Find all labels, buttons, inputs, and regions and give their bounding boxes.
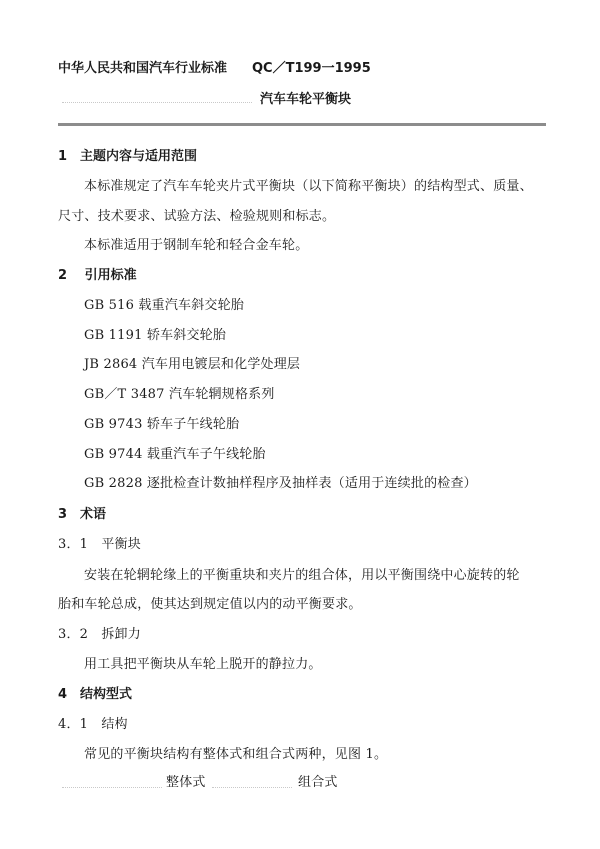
section-2-heading: 2 引用标准 (58, 268, 137, 283)
section-3-2-heading: 3．2 拆卸力 (58, 627, 141, 642)
section-1-paragraph-1-line-2: 尺寸、技术要求、试验方法、检验规则和标志。 (58, 209, 336, 224)
dotted-leader (62, 102, 252, 104)
section-3-1-line-1: 安装在轮辋轮缘上的平衡重块和夹片的组合体，用以平衡围绕中心旋转的轮 (84, 568, 520, 583)
section-1-paragraph-1-line-1: 本标准规定了汽车车轮夹片式平衡块（以下简称平衡块）的结构型式、质量、 (84, 179, 533, 194)
document-title: 汽车车轮平衡块 (260, 92, 352, 107)
dotted-leader (212, 787, 292, 789)
section-1-paragraph-2: 本标准适用于钢制车轮和轻合金车轮。 (84, 238, 309, 253)
header-rule (58, 123, 546, 126)
section-4-heading: 4 结构型式 (58, 687, 133, 702)
reference-item: GB／T 3487 汽车轮辋规格系列 (84, 387, 275, 402)
figure-label-integral: 整体式 (166, 775, 206, 790)
section-3-2-text: 用工具把平衡块从车轮上脱开的静拉力。 (84, 657, 322, 672)
section-1-heading: 1 主题内容与适用范围 (58, 149, 198, 164)
reference-item: GB 516 载重汽车斜交轮胎 (84, 298, 245, 313)
section-4-1-heading: 4．1 结构 (58, 717, 128, 732)
section-3-heading: 3 术语 (58, 507, 107, 522)
reference-item: JB 2864 汽车用电镀层和化学处理层 (84, 357, 301, 372)
figure-label-combined: 组合式 (298, 775, 338, 790)
header-code: QC／T199一1995 (252, 61, 371, 76)
dotted-leader (62, 787, 162, 789)
section-3-1-heading: 3．1 平衡块 (58, 537, 141, 552)
header-org: 中华人民共和国汽车行业标准 (58, 61, 228, 76)
section-4-1-text: 常见的平衡块结构有整体式和组合式两种，见图 1。 (84, 747, 388, 762)
reference-item: GB 9744 载重汽车子午线轮胎 (84, 447, 266, 462)
reference-item: GB 2828 逐批检查计数抽样程序及抽样表（适用于连续批的检查） (84, 476, 477, 491)
reference-item: GB 9743 轿车子午线轮胎 (84, 417, 240, 432)
section-3-1-line-2: 胎和车轮总成，使其达到规定值以内的动平衡要求。 (58, 597, 362, 612)
reference-item: GB 1191 轿车斜交轮胎 (84, 328, 227, 343)
